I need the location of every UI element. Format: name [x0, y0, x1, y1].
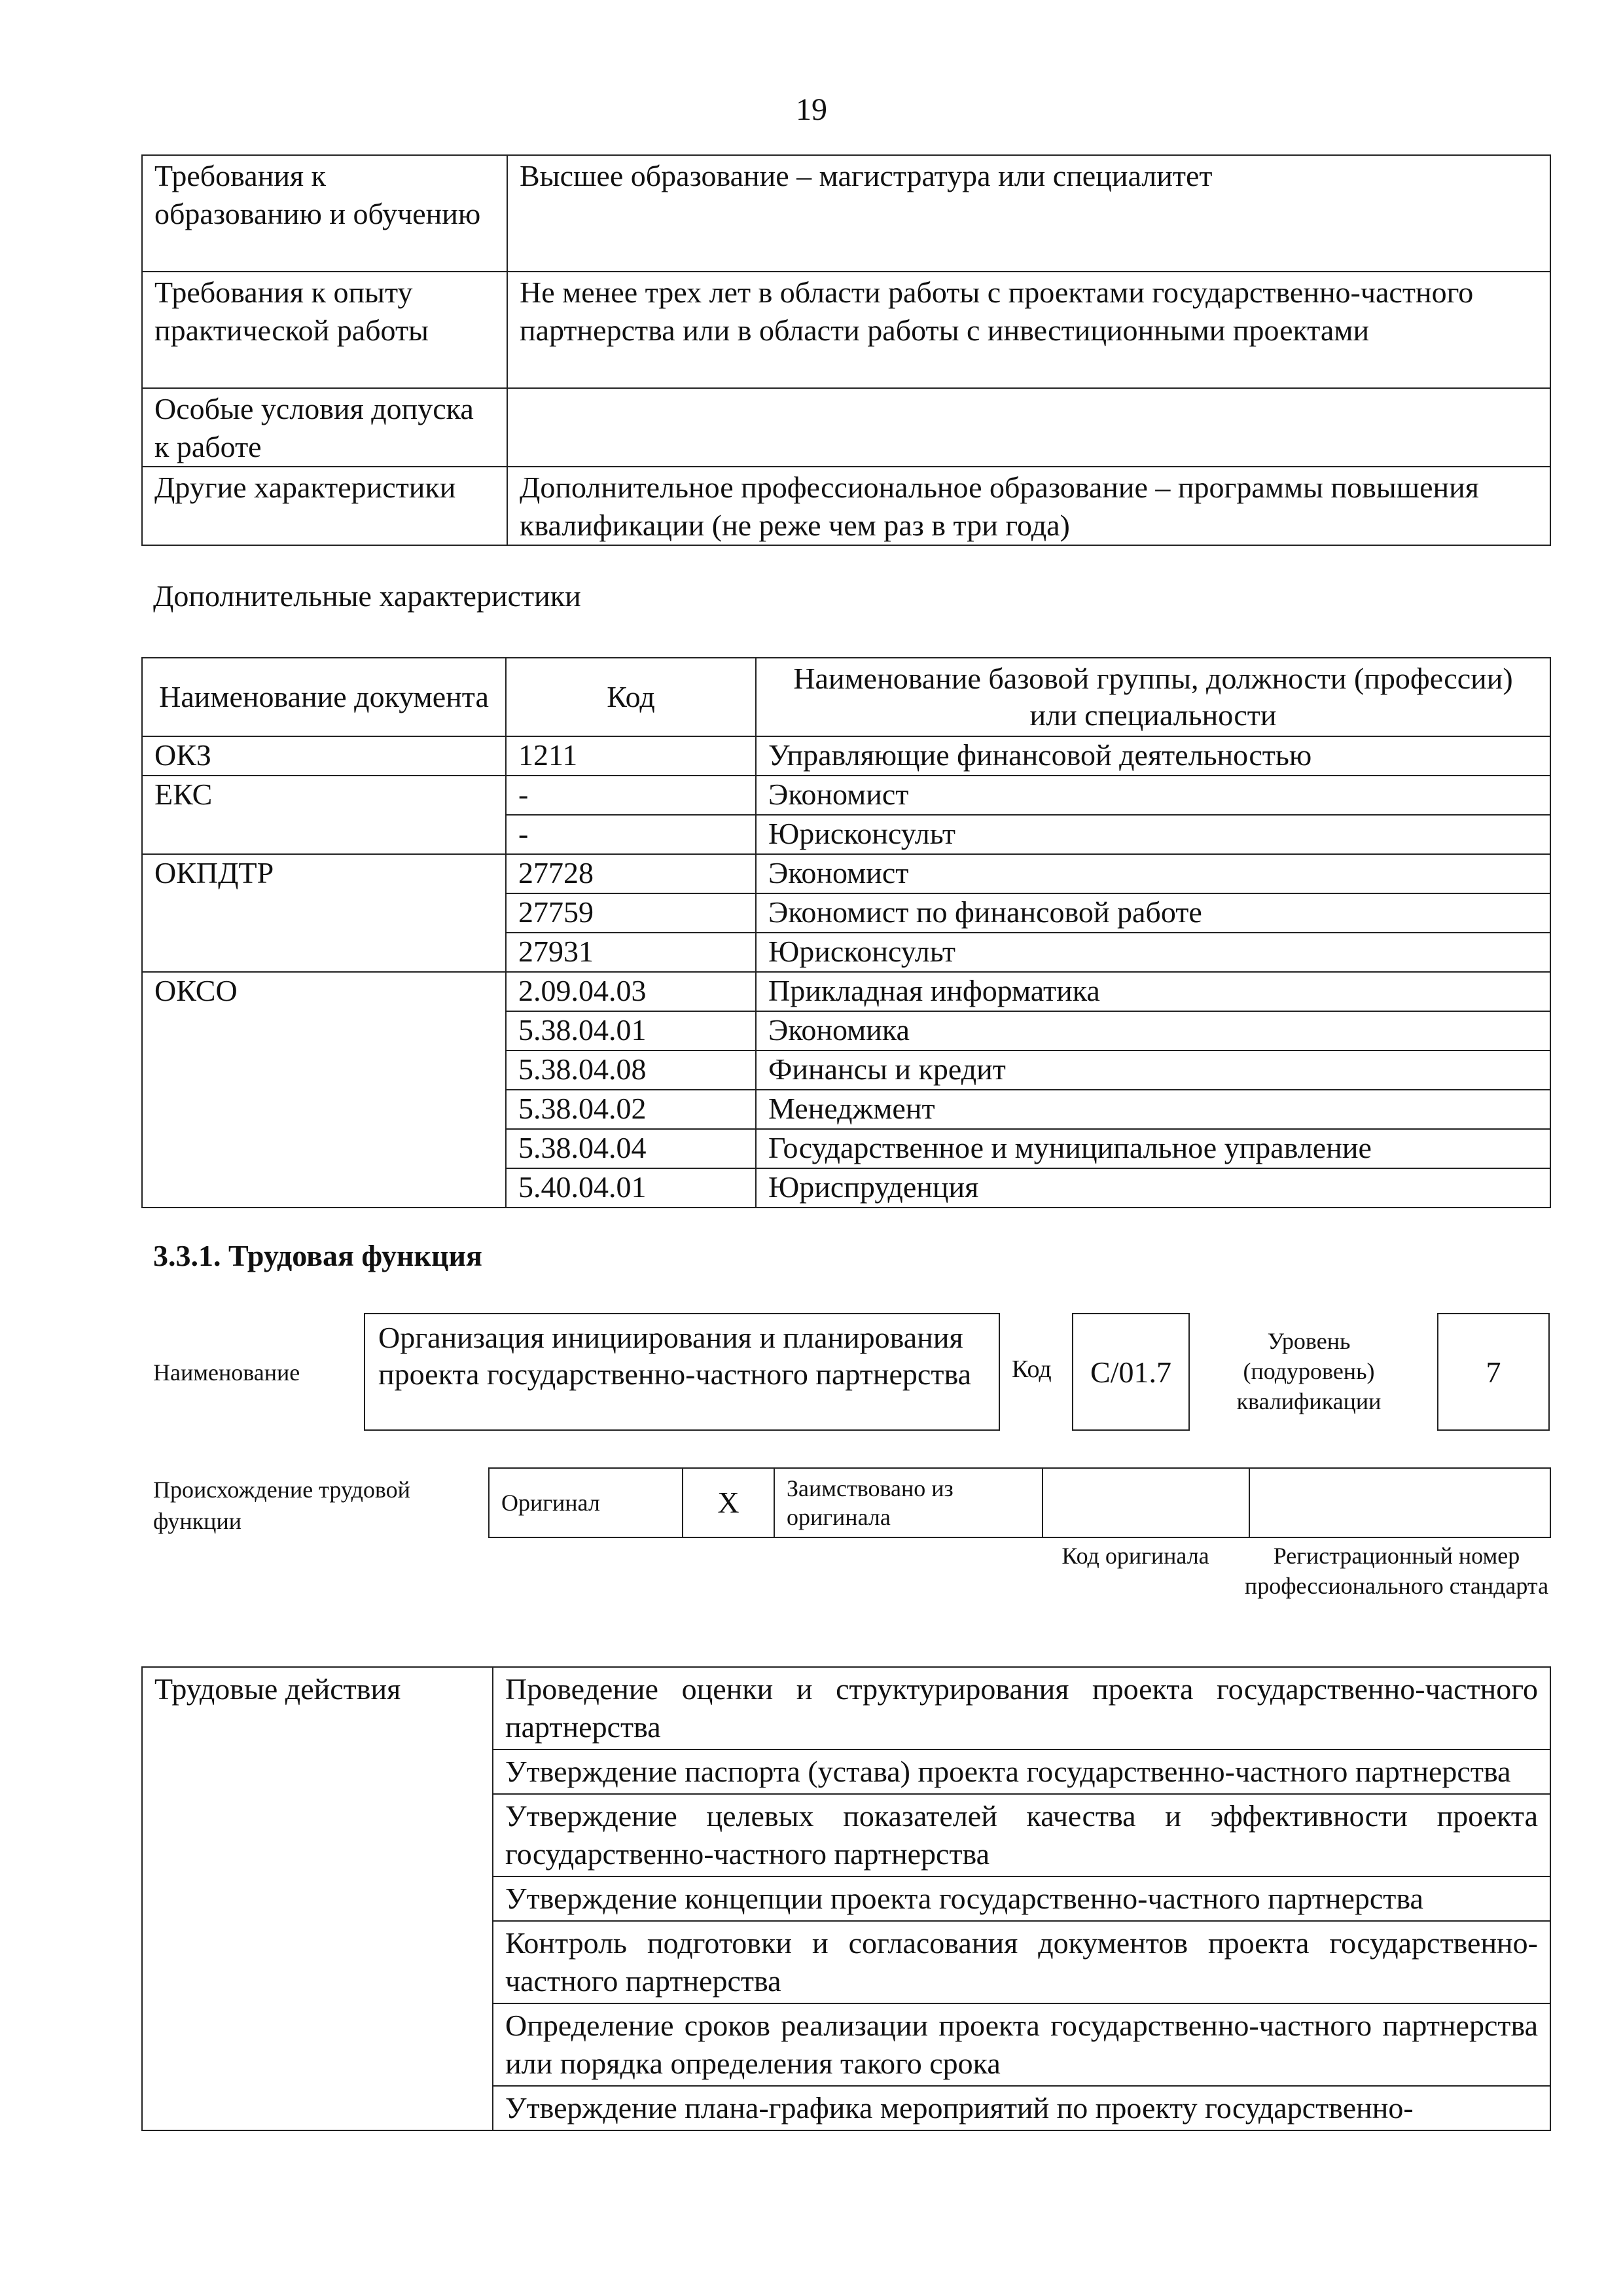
table-row: [142, 1667, 1550, 1749]
requirements-label: Требования к опыту практической работы: [142, 272, 507, 388]
table-row: [142, 854, 1550, 893]
extra-code: 27759: [506, 893, 756, 933]
extra-code: -: [506, 776, 756, 815]
requirements-row-experience: [142, 272, 1550, 388]
function-level-label: Уровень (подуровень) квалификации: [1236, 1328, 1382, 1414]
extra-name: Финансы и кредит: [756, 1050, 1550, 1090]
function-code-label: Код: [1012, 1355, 1052, 1383]
origin-label: Происхождение трудовой функции: [153, 1477, 410, 1534]
origin-reg-cell: [1249, 1468, 1550, 1537]
extra-code: 5.38.04.02: [506, 1090, 756, 1129]
extra-code: 5.38.04.08: [506, 1050, 756, 1090]
extra-code: 27931: [506, 933, 756, 972]
extra-name: Экономист по финансовой работе: [756, 893, 1550, 933]
extra-doc-okpdtr: ОКПДТР: [142, 854, 506, 972]
extra-code: 5.38.04.04: [506, 1129, 756, 1168]
action-item: Проведение оценки и структурирования проекта государственно-частного партнерства: [493, 1667, 1550, 1749]
extra-name: Экономист: [756, 854, 1550, 893]
requirements-value: [507, 388, 1550, 467]
action-item: Контроль подготовки и согласования документов проекта государственно-частного партнерства: [493, 1921, 1550, 2003]
origin-borrowed-label: Заимствовано из оригинала: [774, 1468, 1043, 1537]
action-item: Утверждение концепции проекта государственно-частного партнерства: [493, 1876, 1550, 1921]
extra-header-row: [142, 658, 1550, 736]
extra-name: Юрисконсульт: [756, 933, 1550, 972]
requirements-value: Высшее образование – магистратура или специалитет: [507, 155, 1550, 272]
origin-code-cell: [1043, 1468, 1249, 1537]
extra-code: 5.38.04.01: [506, 1011, 756, 1050]
action-item: Утверждение целевых показателей качества и эффективности проекта государственно-частного партнерства: [493, 1794, 1550, 1876]
extra-name: Экономика: [756, 1011, 1550, 1050]
requirements-row-other: [142, 467, 1550, 545]
requirements-value: Не менее трех лет в области работы с проектами государственно-частного партнерства или в области работы с инвестиционными проектами: [507, 272, 1550, 388]
actions-table: [141, 1666, 1551, 2131]
requirements-label: Другие характеристики: [142, 467, 507, 545]
extra-doc-eks: ЕКС: [142, 776, 506, 854]
origin-reg-caption: Регистрационный номер профессионального стандарта: [1244, 1543, 1549, 1599]
table-row: [142, 776, 1550, 815]
extra-code: 2.09.04.03: [506, 972, 756, 1011]
extra-header-code: Код: [506, 658, 756, 736]
section-title: 3.3.1. Трудовая функция: [153, 1239, 482, 1272]
origin-table: [488, 1467, 1551, 1538]
origin-original-label: Оригинал: [489, 1468, 683, 1537]
extra-code: -: [506, 815, 756, 854]
extra-characteristics-table: [141, 657, 1551, 1208]
function-code-value: C/01.7: [1072, 1313, 1190, 1431]
extra-name: Менеджмент: [756, 1090, 1550, 1129]
actions-label: Трудовые действия: [142, 1667, 493, 2130]
function-level-value: 7: [1437, 1313, 1550, 1431]
table-row: [142, 736, 1550, 776]
page-number: 19: [796, 92, 827, 127]
extra-doc-okz: ОКЗ: [142, 736, 506, 776]
requirements-table: [141, 154, 1551, 546]
action-item: Определение сроков реализации проекта государственно-частного партнерства или порядка определения такого срока: [493, 2003, 1550, 2086]
requirements-label: Требования к образованию и обучению: [142, 155, 507, 272]
requirements-row-special-conditions: [142, 388, 1550, 467]
extra-header-name: Наименование базовой группы, должности (профессии) или специальности: [756, 658, 1550, 736]
extra-code: 5.40.04.01: [506, 1168, 756, 1208]
extra-name: Управляющие финансовой деятельностью: [756, 736, 1550, 776]
extra-code: 1211: [506, 736, 756, 776]
table-row: [142, 972, 1550, 1011]
requirements-label: Особые условия допуска к работе: [142, 388, 507, 467]
extra-name: Прикладная информатика: [756, 972, 1550, 1011]
origin-code-caption: Код оригинала: [1061, 1543, 1209, 1569]
requirements-value: Дополнительное профессиональное образование – программы повышения квалификации (не реже чем раз в три года): [507, 467, 1550, 545]
extra-name: Юрисконсульт: [756, 815, 1550, 854]
extra-doc-okso: ОКСО: [142, 972, 506, 1208]
extra-name: Государственное и муниципальное управление: [756, 1129, 1550, 1168]
action-item: Утверждение паспорта (устава) проекта государственно-частного партнерства: [493, 1749, 1550, 1794]
origin-original-mark: X: [683, 1468, 774, 1537]
requirements-row-education: [142, 155, 1550, 272]
extra-name: Юриспруденция: [756, 1168, 1550, 1208]
origin-row: [489, 1468, 1550, 1537]
action-item: Утверждение плана-графика мероприятий по проекту государственно-: [493, 2086, 1550, 2130]
extra-characteristics-title: Дополнительные характеристики: [153, 579, 581, 613]
function-name-value: Организация инициирования и планирования проекта государственно-частного партнерства: [364, 1313, 1000, 1431]
extra-name: Экономист: [756, 776, 1550, 815]
extra-code: 27728: [506, 854, 756, 893]
function-name-label: Наименование: [153, 1359, 300, 1386]
extra-header-doc: Наименование документа: [142, 658, 506, 736]
